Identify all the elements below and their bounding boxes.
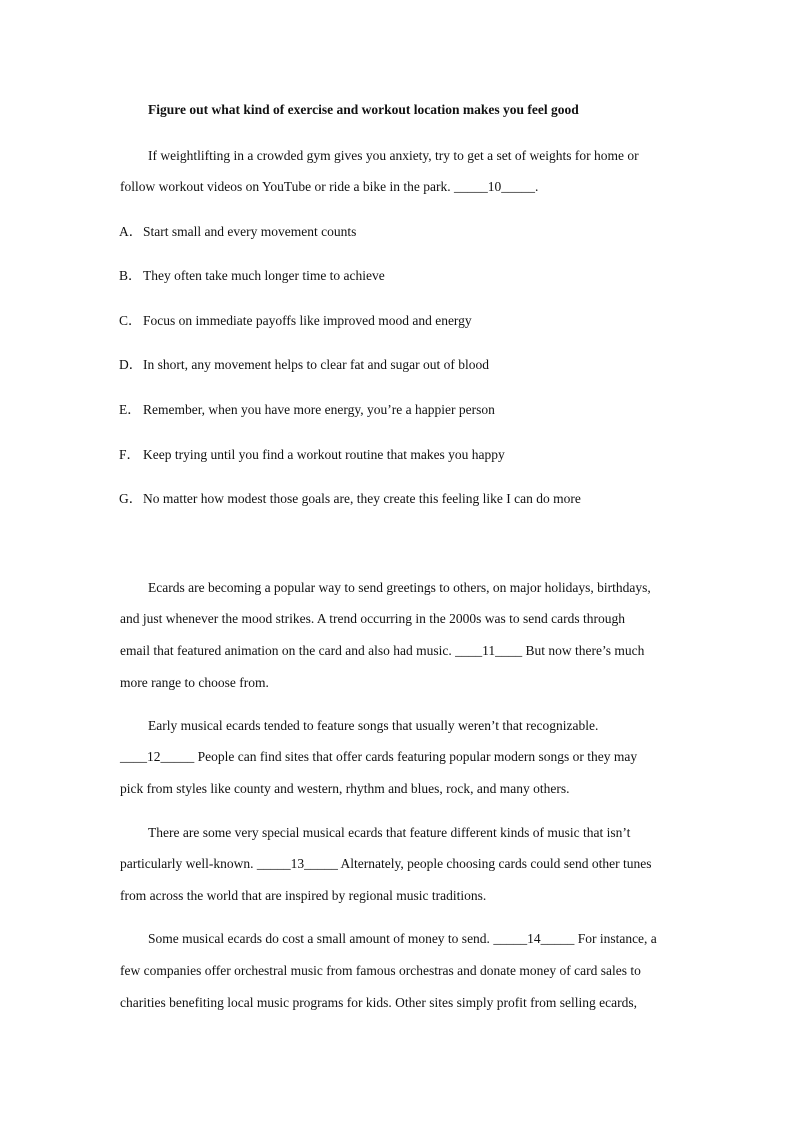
text-fragment: . bbox=[534, 179, 539, 194]
option-text: In short, any movement helps to clear fat and sugar out of blood bbox=[143, 357, 490, 372]
paragraph-line bbox=[120, 642, 644, 660]
text-fragment: particularly well-known. bbox=[120, 856, 257, 871]
paragraph-line: few companies offer orchestral music from famous orchestras and donate money of card sales to bbox=[120, 963, 641, 978]
option-f bbox=[119, 446, 505, 464]
text-fragment: But now there’s much bbox=[522, 643, 645, 658]
paragraph-line bbox=[120, 748, 637, 766]
option-label: B． bbox=[119, 268, 142, 283]
paragraph-line: more range to choose from. bbox=[120, 675, 269, 690]
paragraph-line: If weightlifting in a crowded gym gives you anxiety, try to get a set of weights for home or bbox=[148, 148, 639, 163]
option-label: D． bbox=[119, 357, 143, 372]
option-text: Remember, when you have more energy, you’re a happier person bbox=[143, 402, 495, 417]
option-a bbox=[119, 223, 356, 241]
text-fragment: For instance, a bbox=[574, 931, 657, 946]
paragraph-line: from across the world that are inspired by regional music traditions. bbox=[120, 888, 487, 903]
option-text: Keep trying until you find a workout routine that makes you happy bbox=[143, 447, 505, 462]
paragraph-line bbox=[148, 930, 657, 948]
option-label: E． bbox=[119, 402, 141, 417]
option-text: No matter how modest those goals are, they create this feeling like I can do more bbox=[143, 491, 581, 506]
paragraph-line: Early musical ecards tended to feature songs that usually weren’t that recognizable. bbox=[148, 718, 599, 733]
answer-blank-13: _____13_____ bbox=[256, 856, 338, 871]
answer-blank-14: _____14_____ bbox=[493, 931, 575, 946]
option-label: F． bbox=[119, 447, 141, 462]
paragraph-line bbox=[120, 178, 538, 196]
paragraph-line: charities benefiting local music programs for kids. Other sites simply profit from selling ecards, bbox=[120, 995, 638, 1010]
option-label: G． bbox=[119, 491, 143, 506]
option-label: C． bbox=[119, 313, 142, 328]
paragraph-line bbox=[120, 855, 652, 873]
option-e bbox=[119, 401, 495, 419]
option-label: A． bbox=[119, 224, 143, 239]
text-fragment: follow workout videos on YouTube or ride a bike in the park. bbox=[120, 179, 454, 194]
paragraph-line: Ecards are becoming a popular way to send greetings to others, on major holidays, birthdays, bbox=[148, 580, 651, 595]
option-text: Focus on immediate payoffs like improved mood and energy bbox=[143, 313, 472, 328]
text-fragment: Some musical ecards do cost a small amount of money to send. bbox=[148, 931, 494, 946]
option-d bbox=[119, 356, 489, 374]
option-b bbox=[119, 267, 385, 285]
paragraph-line: and just whenever the mood strikes. A trend occurring in the 2000s was to send cards through bbox=[120, 611, 626, 626]
answer-blank-10: _____10_____ bbox=[453, 179, 535, 194]
answer-blank-11: ____11____ bbox=[455, 643, 523, 658]
option-c bbox=[119, 312, 472, 330]
answer-blank-12: ____12_____ bbox=[120, 749, 195, 764]
text-fragment: email that featured animation on the card and also had music. bbox=[120, 643, 456, 658]
paragraph-line: There are some very special musical ecards that feature different kinds of music that isn’t bbox=[148, 825, 631, 840]
option-g bbox=[119, 490, 581, 508]
paragraph-line: pick from styles like county and western, rhythm and blues, rock, and many others. bbox=[120, 781, 570, 796]
option-text: They often take much longer time to achieve bbox=[143, 268, 385, 283]
text-fragment: Alternately, people choosing cards could send other tunes bbox=[337, 856, 652, 871]
text-fragment: People can find sites that offer cards featuring popular modern songs or they may bbox=[194, 749, 638, 764]
section-title: Figure out what kind of exercise and workout location makes you feel good bbox=[148, 102, 579, 117]
option-text: Start small and every movement counts bbox=[143, 224, 357, 239]
